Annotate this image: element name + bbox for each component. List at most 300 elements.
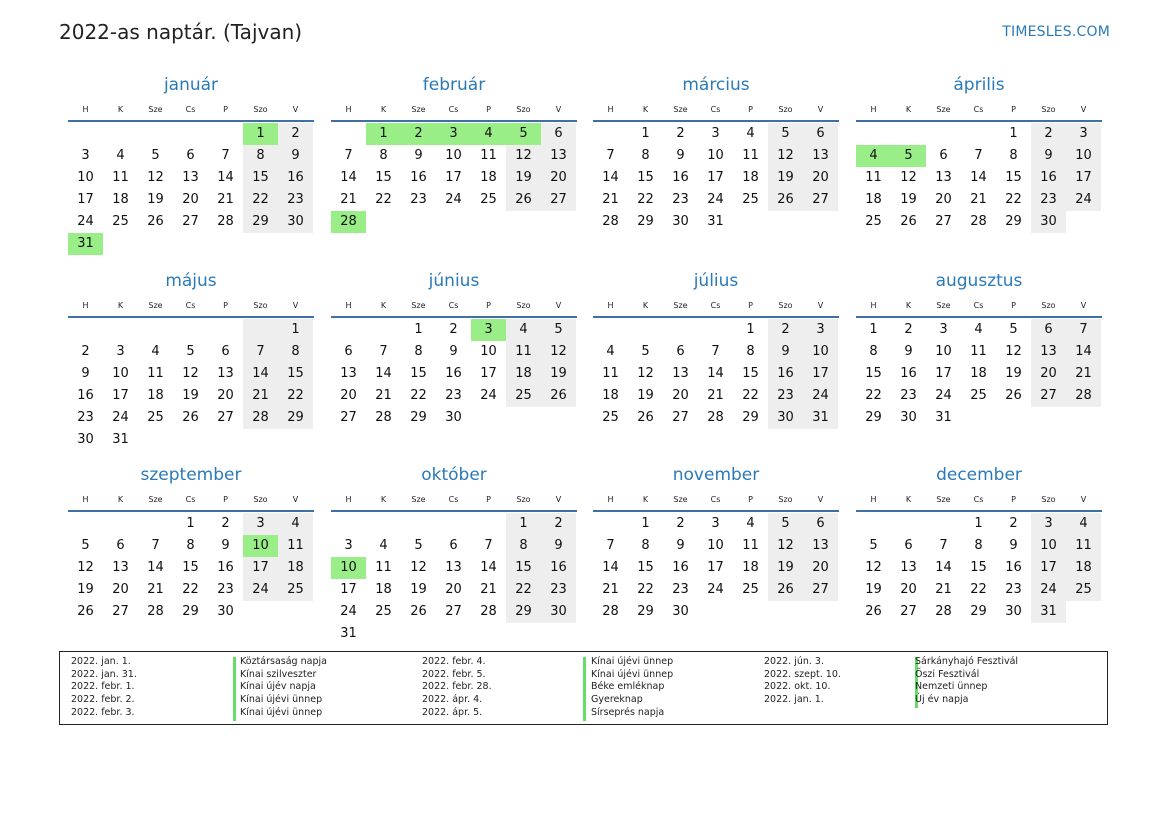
day-cell: 6 [541, 123, 576, 145]
empty-cell [208, 123, 243, 145]
day-cell: 4 [116, 148, 125, 163]
legend-holiday-name: Kínai újévi ünnep [240, 706, 323, 718]
day-cell: 20 [935, 192, 952, 207]
day-cell: 26 [147, 214, 164, 229]
legend-date: 2022. jan. 1. [764, 694, 824, 706]
day-cell: 26 [865, 604, 882, 619]
day-cell: 3 [1031, 513, 1066, 535]
day-cell: 25 [1066, 579, 1101, 601]
day-cell: 26 [541, 385, 576, 407]
day-cell: 20 [541, 167, 576, 189]
day-cell: 18 [480, 170, 497, 185]
empty-cell [331, 513, 366, 535]
day-cell: 2 [278, 123, 313, 145]
empty-cell [926, 123, 961, 145]
legend-holiday-name: Gyereknap [591, 694, 643, 706]
day-cell: 24 [243, 579, 278, 601]
empty-cell [663, 319, 698, 341]
day-cell: 11 [865, 170, 882, 185]
weekday-label: Sze [148, 105, 163, 114]
day-cell: 6 [186, 148, 195, 163]
empty-cell [173, 123, 208, 145]
weekday-header [593, 103, 839, 117]
day-cell: 15 [970, 560, 987, 575]
day-cell: 28 [602, 604, 619, 619]
day-cell: 15 [243, 167, 278, 189]
month-8 [856, 269, 1102, 429]
empty-cell [856, 513, 891, 535]
day-cell: 27 [935, 214, 952, 229]
day-cell: 24 [1031, 579, 1066, 601]
day-cell: 23 [1005, 582, 1022, 597]
header-rule [331, 510, 577, 512]
day-cell: 8 [186, 538, 195, 553]
day-cell: 11 [970, 344, 987, 359]
holiday-day-cell: 2 [401, 123, 436, 145]
day-cell: 12 [865, 560, 882, 575]
legend-holiday-name: Béke emléknap [591, 681, 665, 693]
empty-cell [593, 123, 628, 145]
day-cell: 31 [803, 407, 838, 429]
day-cell: 22 [1005, 192, 1022, 207]
day-cell: 30 [77, 432, 94, 447]
legend-holiday-name: Kínai újévi ünnep [240, 694, 323, 706]
day-cell: 3 [711, 516, 720, 531]
day-cell: 7 [606, 148, 615, 163]
weekday-label: Szo [778, 495, 793, 504]
day-cell: 7 [711, 344, 720, 359]
day-cell: 1 [414, 322, 423, 337]
legend-holiday-name: Sárkányhajó Fesztivál [915, 656, 1019, 667]
day-cell: 22 [182, 582, 199, 597]
day-cell: 8 [414, 344, 423, 359]
day-cell: 9 [449, 344, 458, 359]
day-cell: 6 [939, 148, 948, 163]
month-3 [593, 73, 839, 233]
holiday-day-cell: 1 [366, 123, 401, 145]
day-cell: 24 [445, 192, 462, 207]
day-cell: 4 [746, 516, 755, 531]
day-cell: 19 [77, 582, 94, 597]
weekday-label: P [748, 301, 753, 310]
day-cell: 26 [182, 410, 199, 425]
weekday-header [856, 103, 1102, 117]
weekday-label: K [642, 301, 649, 310]
day-cell: 24 [935, 388, 952, 403]
day-cell: 25 [742, 192, 759, 207]
day-cell: 25 [278, 579, 313, 601]
day-cell: 28 [147, 604, 164, 619]
weekday-header [593, 299, 839, 313]
day-cell: 20 [217, 388, 234, 403]
day-cell: 15 [506, 557, 541, 579]
day-cell: 17 [1031, 557, 1066, 579]
day-cell: 2 [81, 344, 90, 359]
day-cell: 23 [900, 388, 917, 403]
day-cell: 10 [480, 344, 497, 359]
weekday-label: H [607, 301, 614, 310]
legend-date: 2022. jan. 31. [71, 668, 137, 680]
day-cell: 6 [803, 513, 838, 535]
legend-holiday-name: Kínai újévi ünnep [591, 668, 674, 680]
day-cell: 8 [641, 148, 650, 163]
weekday-label: Sze [673, 495, 688, 504]
day-cell: 26 [900, 214, 917, 229]
day-cell: 18 [1066, 557, 1101, 579]
weekday-label: Szo [516, 301, 531, 310]
weekday-label: Szo [1041, 495, 1056, 504]
day-cell: 22 [637, 582, 654, 597]
day-cell: 13 [900, 560, 917, 575]
day-cell: 26 [1005, 388, 1022, 403]
day-cell: 19 [182, 388, 199, 403]
weekday-label: Szo [778, 301, 793, 310]
weekday-label: Cs [185, 495, 196, 504]
weekday-label: Cs [710, 105, 721, 114]
day-cell: 16 [217, 560, 234, 575]
weekday-label: H [345, 495, 352, 504]
legend-date: 2022. okt. 10. [764, 681, 831, 693]
day-cell: 21 [243, 385, 278, 407]
weekday-label: Cs [710, 301, 721, 310]
day-cell: 10 [1066, 145, 1101, 167]
day-cell: 17 [707, 170, 724, 185]
day-cell: 11 [278, 535, 313, 557]
month-name: április [953, 75, 1005, 95]
day-grid [68, 123, 313, 255]
day-cell: 23 [410, 192, 427, 207]
day-cell: 1 [641, 516, 650, 531]
weekday-label: Szo [1041, 105, 1056, 114]
day-cell: 18 [602, 388, 619, 403]
day-cell: 12 [506, 145, 541, 167]
day-cell: 23 [77, 410, 94, 425]
empty-cell [138, 319, 173, 341]
day-cell: 7 [221, 148, 230, 163]
day-cell: 20 [112, 582, 129, 597]
day-cell: 22 [375, 192, 392, 207]
day-cell: 28 [217, 214, 234, 229]
day-cell: 9 [541, 535, 576, 557]
holiday-day-cell: 1 [243, 123, 278, 145]
day-cell: 9 [676, 148, 685, 163]
day-cell: 7 [243, 341, 278, 363]
legend-date: 2022. jan. 1. [71, 656, 131, 667]
day-cell: 10 [707, 148, 724, 163]
month-6 [331, 269, 577, 429]
weekday-label: K [380, 495, 387, 504]
day-cell: 25 [147, 410, 164, 425]
day-cell: 8 [506, 535, 541, 557]
day-cell: 7 [939, 538, 948, 553]
day-cell: 23 [768, 385, 803, 407]
day-cell: 5 [641, 344, 650, 359]
day-cell: 27 [182, 214, 199, 229]
empty-cell [103, 319, 138, 341]
day-cell: 11 [602, 366, 619, 381]
month-name: június [428, 271, 480, 291]
day-cell: 7 [1066, 319, 1101, 341]
day-cell: 11 [147, 366, 164, 381]
day-cell: 27 [541, 189, 576, 211]
weekday-label: P [486, 105, 491, 114]
day-grid [593, 123, 838, 233]
day-cell: 23 [672, 582, 689, 597]
weekday-label: P [223, 495, 228, 504]
weekday-label: Sze [411, 495, 426, 504]
day-cell: 29 [243, 211, 278, 233]
day-cell: 13 [803, 535, 838, 557]
day-cell: 3 [344, 538, 353, 553]
day-cell: 25 [865, 214, 882, 229]
month-name: december [936, 465, 1022, 485]
weekday-label: P [1011, 301, 1016, 310]
day-cell: 3 [939, 322, 948, 337]
month-name: március [682, 75, 750, 95]
day-cell: 27 [1031, 385, 1066, 407]
weekday-label: H [82, 105, 89, 114]
day-cell: 11 [742, 148, 759, 163]
day-cell: 16 [900, 366, 917, 381]
day-cell: 15 [1005, 170, 1022, 185]
day-cell: 16 [278, 167, 313, 189]
day-grid [331, 513, 576, 645]
day-cell: 27 [803, 579, 838, 601]
day-cell: 19 [768, 167, 803, 189]
day-cell: 27 [445, 604, 462, 619]
day-cell: 18 [147, 388, 164, 403]
day-cell: 29 [637, 214, 654, 229]
day-cell: 26 [637, 410, 654, 425]
month-name: augusztus [935, 271, 1023, 291]
day-cell: 13 [541, 145, 576, 167]
day-cell: 5 [768, 513, 803, 535]
day-cell: 1 [869, 322, 878, 337]
weekday-label: V [817, 301, 824, 310]
day-cell: 4 [746, 126, 755, 141]
weekday-label: H [82, 301, 89, 310]
day-cell: 8 [974, 538, 983, 553]
holiday-day-cell: 4 [856, 145, 891, 167]
month-name: február [422, 75, 486, 95]
day-cell: 8 [746, 344, 755, 359]
weekday-label: K [380, 301, 387, 310]
day-cell: 4 [379, 538, 388, 553]
day-cell: 3 [243, 513, 278, 535]
legend-holiday-name: Kínai újév napja [240, 681, 316, 693]
day-cell: 28 [1066, 385, 1101, 407]
legend-holiday-name: Köztársaság napja [240, 656, 327, 667]
day-cell: 16 [77, 388, 94, 403]
weekday-header [856, 493, 1102, 507]
day-cell: 25 [506, 385, 541, 407]
day-cell: 16 [672, 560, 689, 575]
weekday-label: V [555, 495, 562, 504]
day-cell: 13 [340, 366, 357, 381]
legend-date: 2022. ápr. 4. [422, 694, 483, 706]
holiday-day-cell: 28 [331, 211, 366, 233]
weekday-label: P [223, 301, 228, 310]
day-cell: 5 [1009, 322, 1018, 337]
day-cell: 30 [1031, 211, 1066, 233]
day-cell: 19 [506, 167, 541, 189]
header-rule [68, 510, 314, 512]
day-cell: 12 [541, 341, 576, 363]
day-cell: 31 [112, 432, 129, 447]
day-cell: 20 [803, 557, 838, 579]
day-cell: 24 [707, 582, 724, 597]
weekday-label: P [486, 495, 491, 504]
day-cell: 3 [803, 319, 838, 341]
day-cell: 13 [182, 170, 199, 185]
day-cell: 29 [637, 604, 654, 619]
day-cell: 24 [77, 214, 94, 229]
day-cell: 10 [803, 341, 838, 363]
weekday-label: P [486, 301, 491, 310]
weekday-label: K [117, 105, 124, 114]
legend-holiday-name: Kínai szilveszter [240, 668, 317, 680]
day-cell: 31 [935, 410, 952, 425]
day-cell: 14 [1066, 341, 1101, 363]
day-cell: 20 [803, 167, 838, 189]
header-rule [593, 316, 839, 318]
day-cell: 7 [151, 538, 160, 553]
empty-cell [103, 123, 138, 145]
day-cell: 24 [1066, 189, 1101, 211]
weekday-label: K [380, 105, 387, 114]
legend-holiday-name: Nemzeti ünnep [915, 681, 988, 693]
header-rule [593, 120, 839, 122]
day-cell: 15 [410, 366, 427, 381]
day-cell: 4 [1066, 513, 1101, 535]
day-cell: 14 [935, 560, 952, 575]
day-cell: 24 [112, 410, 129, 425]
day-cell: 1 [746, 322, 755, 337]
empty-cell [471, 513, 506, 535]
header-rule [856, 510, 1102, 512]
legend-date-column [71, 656, 137, 720]
weekday-header [68, 493, 314, 507]
day-cell: 12 [1005, 344, 1022, 359]
day-cell: 12 [900, 170, 917, 185]
day-grid [856, 513, 1101, 623]
day-cell: 1 [278, 319, 313, 341]
day-cell: 28 [602, 214, 619, 229]
day-cell: 29 [506, 601, 541, 623]
legend-date: 2022. szept. 10. [764, 668, 841, 680]
day-cell: 27 [672, 410, 689, 425]
day-cell: 1 [186, 516, 195, 531]
legend-name-column [240, 656, 327, 720]
day-cell: 2 [676, 126, 685, 141]
legend-date: 2022. febr. 1. [71, 681, 135, 693]
day-cell: 8 [869, 344, 878, 359]
day-cell: 9 [221, 538, 230, 553]
day-cell: 9 [768, 341, 803, 363]
day-cell: 2 [541, 513, 576, 535]
legend-date: 2022. febr. 28. [422, 681, 492, 693]
day-grid [593, 319, 838, 429]
empty-cell [243, 319, 278, 341]
day-cell: 16 [1005, 560, 1022, 575]
weekday-label: V [1080, 495, 1087, 504]
weekday-label: V [817, 105, 824, 114]
day-cell: 17 [77, 192, 94, 207]
day-cell: 21 [375, 388, 392, 403]
empty-cell [366, 513, 401, 535]
day-cell: 8 [641, 538, 650, 553]
day-cell: 17 [445, 170, 462, 185]
day-cell: 15 [865, 366, 882, 381]
day-cell: 24 [803, 385, 838, 407]
month-name: október [421, 465, 487, 485]
day-cell: 15 [742, 366, 759, 381]
month-5 [68, 269, 314, 451]
day-cell: 22 [278, 385, 313, 407]
day-cell: 25 [375, 604, 392, 619]
day-cell: 13 [112, 560, 129, 575]
day-cell: 11 [506, 341, 541, 363]
day-cell: 25 [480, 192, 497, 207]
month-name: január [163, 75, 219, 95]
day-cell: 21 [970, 192, 987, 207]
brand-link[interactable]: TIMESLES.COM [1002, 24, 1110, 40]
day-cell: 28 [375, 410, 392, 425]
day-cell: 26 [768, 579, 803, 601]
day-cell: 25 [742, 582, 759, 597]
day-cell: 19 [865, 582, 882, 597]
day-cell: 30 [672, 604, 689, 619]
weekday-label: Sze [936, 495, 951, 504]
day-cell: 12 [77, 560, 94, 575]
day-cell: 14 [602, 560, 619, 575]
day-cell: 7 [606, 538, 615, 553]
weekday-label: Sze [148, 301, 163, 310]
legend-holiday-name: Sírseprés napja [591, 706, 665, 718]
month-name: május [165, 271, 217, 291]
day-cell: 22 [742, 388, 759, 403]
month-12 [856, 463, 1102, 623]
weekday-label: H [345, 105, 352, 114]
legend-date: 2022. febr. 5. [422, 668, 486, 680]
day-cell: 19 [410, 582, 427, 597]
day-cell: 9 [1009, 538, 1018, 553]
empty-cell [961, 123, 996, 145]
day-cell: 4 [151, 344, 160, 359]
weekday-label: V [555, 301, 562, 310]
day-cell: 4 [974, 322, 983, 337]
holiday-day-cell: 5 [506, 123, 541, 145]
header-rule [856, 120, 1102, 122]
day-cell: 3 [711, 126, 720, 141]
day-cell: 14 [147, 560, 164, 575]
day-cell: 27 [340, 410, 357, 425]
day-cell: 23 [672, 192, 689, 207]
day-cell: 24 [480, 388, 497, 403]
day-cell: 20 [900, 582, 917, 597]
day-cell: 23 [217, 582, 234, 597]
day-cell: 7 [344, 148, 353, 163]
day-cell: 18 [506, 363, 541, 385]
day-cell: 30 [900, 410, 917, 425]
empty-cell [891, 123, 926, 145]
day-cell: 21 [602, 192, 619, 207]
legend-holiday-name: Őszi Fesztivál [915, 668, 980, 680]
day-grid [856, 319, 1101, 429]
day-cell: 29 [970, 604, 987, 619]
empty-cell [366, 319, 401, 341]
day-grid [856, 123, 1101, 233]
